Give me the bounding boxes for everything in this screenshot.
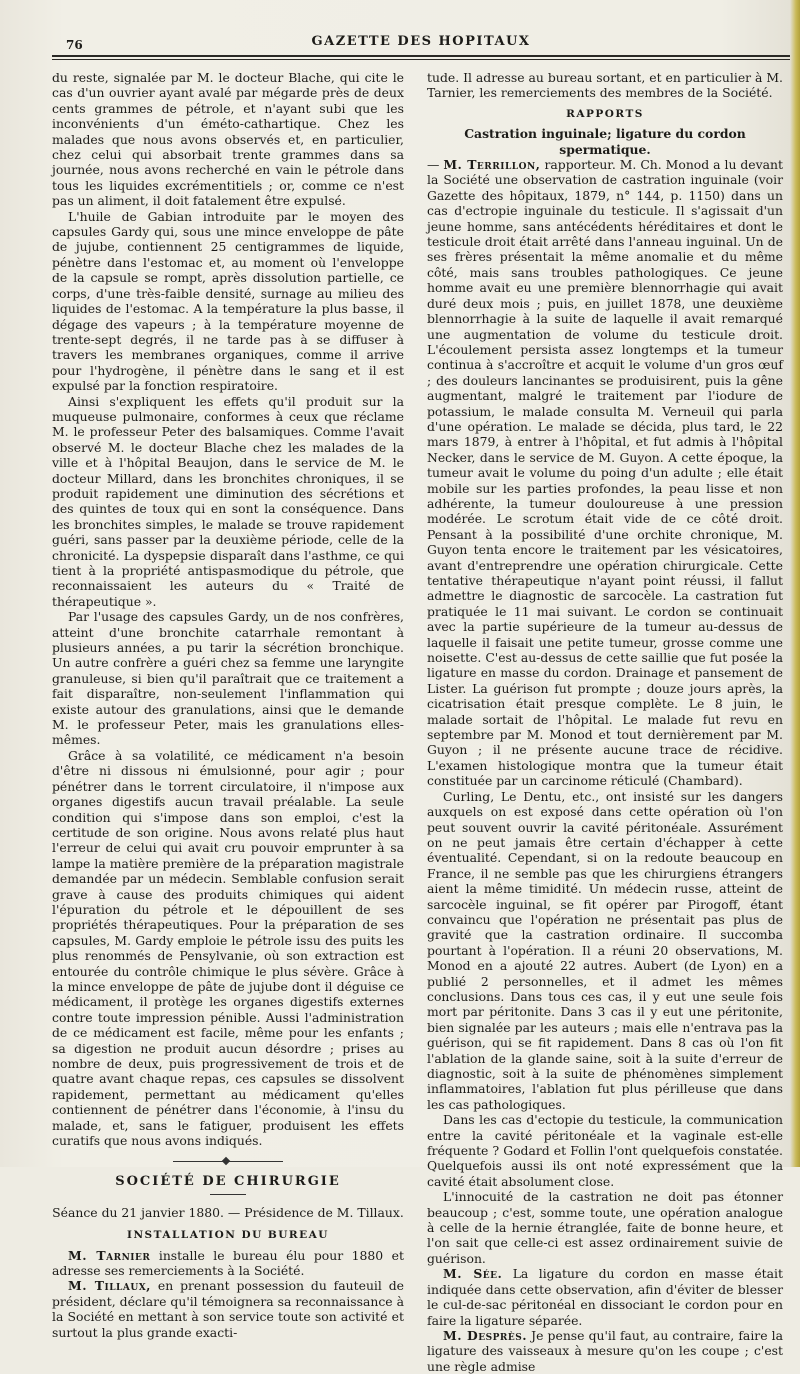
speaker-name: M. Tillaux,	[68, 1278, 151, 1294]
paragraph: tude. Il adresse au bureau sortant, et en particulier à M. Tarnier, les remerciements des membres de la Société.	[427, 70, 783, 101]
page-edge	[790, 0, 800, 1167]
paragraph: M. Tillaux, en prenant possession du fauteuil de président, déclare qu'il témoignera sa reconnaissance à la Société en mettant à son service toute son activité et surtout la plus grande exacti-	[52, 1278, 404, 1340]
header-rule-thin	[52, 59, 790, 60]
article-title: Castration inguinale; ligature du cordon spermatique.	[464, 126, 746, 157]
paragraph: M. Sée. La ligature du cordon en masse était indiquée dans cette observation, afin d'éviter de blesser le cul-de-sac péritonéal en dissociant le cordon pour en faire la ligature séparée.	[427, 1266, 783, 1328]
paragraph: Dans les cas d'ectopie du testicule, la communication entre la cavité péritonéale et la vaginale est-elle fréquente ? Godard et Follin l'ont quelquefois constatée. Quelquefois aussi ils ont noté expressément que la cavité était absolument close.	[427, 1112, 783, 1189]
paragraph: du reste, signalée par M. le docteur Blache, qui cite le cas d'un ouvrier ayant avalé par mégarde près de deux cents grammes de pétrole, et n'ayant subi que les inconvénients d'un éméto-cathartique. Chez les malades que nous avons observés et, en particulier, chez celui qui absorbait trente grammes dans sa journée, nous avons recherché en vain le pétrole dans tous les liquides excrémentitiels ; or, comme ce n'est pas un aliment, il doit fatalement être expulsé.	[52, 70, 404, 209]
left-column	[52, 70, 404, 1340]
paragraph: Curling, Le Dentu, etc., ont insisté sur les dangers auxquels on est exposé dans cette opération où l'on peut souvent ouvrir la cavité péritonéale. Assurément on ne peut jamais être certain d'échapper à cette éventualité. Cependant, si on la redoute beaucoup en France, il ne semble pas que les chirurgiens étrangers aient la même timidité. Un médecin russe, atteint de sarcocèle inguinal, se fit opérer par Pirogoff, étant convaincu que l'opération ne présentait pas plus de gravité que la castration ordinaire. Il succomba pourtant à l'opération. Il a réuni 20 observations, M. Monod en a ajouté 22 autres. Aubert (de Lyon) en a publié 2 personnelles, et il admet les mêmes conclusions. Dans tous ces cas, il y eut une seule fois mort par péritonite. Dans 3 cas il y eut une péritonite, bien signalée par les auteurs ; mais elle n'entrava pas la guérison, qui se fit rapidement. Dans 8 cas où l'on fit l'ablation de la glande saine, soit à la suite d'erreur de diagnostic, soit à la suite de phénomènes simplement inflammatoires, l'ablation fut plus périlleuse que dans les cas pathologiques.	[427, 788, 783, 1112]
header-rule-thick	[52, 55, 790, 57]
paragraph: Grâce à sa volatilité, ce médicament n'a besoin d'être ni dissous ni émulsionné, pour agir ; pour pénétrer dans le torrent circulatoire, il n'impose aux organes digestifs aucun travail préalable. La seule condition qui s'impose dans son emploi, c'est la certitude de son origine. Nous avons relaté plus haut l'erreur de celui qui avait cru pouvoir emprunter à sa lampe la matière première de la préparation magistrale demandée par un médecin. Semblable confusion serait grave à cause des produits chimiques qui aident l'épuration du pétrole et le dépouillent de ses propriétés thérapeutiques. Pour la préparation de ses capsules, M. Gardy emploie le pétrole issu des puits les plus renommés de Pensylvanie, où son extraction est entourée du contrôle chimique le plus sévère. Grâce à la mince enveloppe de pâte de jujube dont il déguise ce médicament, il protège les organes digestifs externes contre toute impression pénible. Aussi l'administration de ce médicament est facile, même pour les enfants ; sa digestion ne produit aucun désordre ; prises au nombre de deux, puis progressivement de trois et de quatre avant chaque repas, ces capsules se dissolvent rapidement, permettant au médicament qu'elles contiennent de pénétrer dans l'économie, à l'insu du malade, et, sans le fatiguer, produisent les effets curatifs que nous avons indiqués.	[52, 747, 404, 1149]
speaker-name: M. Tarnier	[68, 1247, 151, 1263]
paragraph: Par l'usage des capsules Gardy, un de nos confrères, atteint d'une bronchite catarrhale remontant à plusieurs années, a pu tarir la sécrétion bronchique. Un autre confrère a guéri chez sa femme une laryngite granuleuse, si bien qu'il paraîtrait que ce traitement a fait disparaître, non-seulement l'inflammation qui existe autour des granulations, ainsi que le demande M. le professeur Peter, mais les granulations elles-mêmes.	[52, 609, 404, 748]
paragraph: Ainsi s'expliquent les effets qu'il produit sur la muqueuse pulmonaire, conformes à ceux que réclame M. le professeur Peter des balsamiques. Comme l'avait observé M. le docteur Blache chez les malades de la ville et à l'hôpital Beaujon, dans le service de M. le docteur Millard, dans les bronchites chroniques, il se produit rapidement une diminution des sécrétions et des quintes de toux qui en sont la conséquence. Dans les bronchites simples, le malade se trouve rapidement guéri, sans passer par la deuxième période, celle de la chronicité. La dyspepsie disparaît dans l'asthme, ce qui tient à la propriété antispasmodique du pétrole, que reconnaissaient les auteurs du « Traité de thérapeutique ».	[52, 393, 404, 609]
paragraph: M. Desprès. Je pense qu'il faut, au contraire, faire la ligature des vaisseaux à mesure qu'on les coupe ; c'est une règle admise	[427, 1327, 783, 1374]
ornament-separator	[173, 1158, 283, 1164]
right-column	[427, 70, 783, 1374]
paragraph: M. Tarnier installe le bureau élu pour 1880 et adresse ses remerciements à la Société.	[52, 1247, 404, 1279]
paragraph: L'innocuité de la castration ne doit pas étonner beaucoup ; c'est, somme toute, une opération analogue à celle de la hernie étranglée, faite de bonne heure, et l'on sait que celle-ci est assez ordinairement suivie de guérison.	[427, 1189, 783, 1266]
speaker-name: M. Sée.	[443, 1266, 503, 1282]
paragraph: — M. Terrillon, rapporteur. M. Ch. Monod a lu devant la Société une observation de castration inguinale (voir Gazette des hôpitaux, 1879, n° 144, p. 1150) dans un cas d'ectropie inguinale du testicule. Il s'agissait d'un jeune homme, sans antécédents héréditaires et dont le testicule droit était arrêté dans l'anneau inguinal. Un de ses frères présentait la même anomalie et du même côté, mais sans troubles pathologiques. Ce jeune homme avait eu une première blennorrhagie qui avait duré deux mois ; puis, en juillet 1878, une deuxième blennorrhagie à la suite de laquelle il avait remarqué une augmentation de volume du testicule droit. L'écoulement persista assez longtemps et la tumeur continua à s'accroître et acquit le volume d'un gros œuf ; des douleurs lancinantes se produisirent, puis la gêne augmentant, malgré le traitement par l'iodure de potassium, le malade consulta M. Verneuil qui parla d'une opération. Le malade se décida, plus tard, le 22 mars 1879, à entrer à l'hôpital, et fut admis à l'hôpital Necker, dans le service de M. Guyon. A cette époque, la tumeur avait le volume du poing d'un adulte ; elle était mobile sur les parties profondes, la peau lisse et non adhérente, la tumeur douloureuse à une pression modérée. Le scrotum était vide de ce côté droit. Pensant à la possibilité d'une orchite chronique, M. Guyon tenta encore le traitement par les vésicatoires, avant d'entreprendre une opération chirurgicale. Cette tentative thérapeutique n'ayant point réussi, il fallut admettre le diagnostic de sarcocèle. La castration fut pratiquée le 11 mai suivant. Le cordon se continuait avec la partie supérieure de la tumeur au-dessus de laquelle il faisait une petite tumeur, grosse comme une noisette. C'est au-dessus de cette saillie que fut posée la ligature en masse du cordon. Drainage et pansement de Lister. La guérison fut prompte ; douze jours après, la cicatrisation était presque complète. Le 8 juin, le malade sortait de l'hôpital. Le malade fut revu en septembre par M. Monod et tout dernièrement par M. Guyon ; il ne présente aucune trace de récidive. L'examen histologique montra que la tumeur était constituée par un carcinome réticulé (Chambard).	[427, 157, 783, 789]
paragraph: L'huile de Gabian introduite par le moyen des capsules Gardy qui, sous une mince enveloppe de pâte de jujube, contiennent 25 centigrammes de liquide, pénètre dans l'estomac et, au moment où l'enveloppe de la capsule se rompt, après dissolution partielle, ce corps, d'une très-faible densité, surnage au milieu des liquides de l'estomac. A la température la plus basse, il dégage des vapeurs ; à la température moyenne de trente-sept degrés, il ne tarde pas à se diffuser à travers les membranes organiques, comme il arrive pour l'hydrogène, il pénètre dans le sang et il est expulsé par la fonction respiratoire.	[52, 208, 404, 394]
section-title: SOCIÉTÉ DE CHIRURGIE	[115, 1174, 341, 1190]
subsection-title: INSTALLATION DU BUREAU	[127, 1229, 329, 1242]
page-number: 76	[66, 38, 83, 52]
speaker-name: M. Desprès.	[443, 1327, 528, 1343]
journal-title: GAZETTE DES HOPITAUX	[311, 34, 531, 49]
subsection-title: RAPPORTS	[566, 107, 644, 120]
short-rule	[210, 1194, 246, 1195]
session-line: Séance du 21 janvier 1880. — Présidence de M. Tillaux.	[52, 1204, 404, 1220]
speaker-name: M. Terrillon,	[443, 157, 541, 173]
page-header	[52, 30, 790, 58]
